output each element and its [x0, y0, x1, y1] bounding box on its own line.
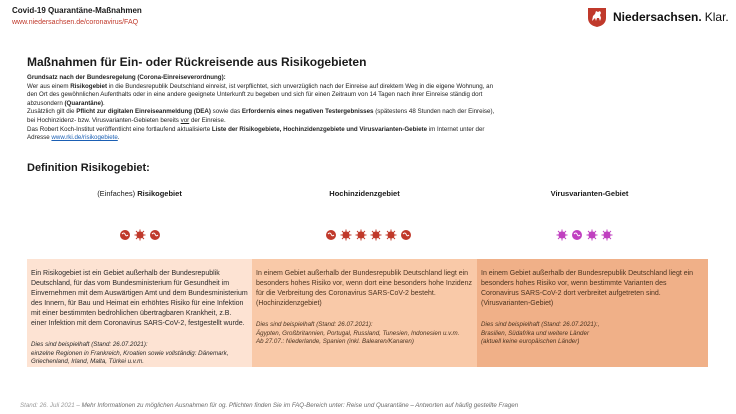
footer-date: Stand: 26. Juli 2021 – [20, 402, 80, 409]
virus-icon [370, 229, 382, 241]
box-example-text: Ägypten, Großbritannien, Portugal, Russland, Tunesien, Indonesien u.v.m. [256, 329, 460, 337]
intro-paragraph-3: Das Robert Koch-Institut veröffentlicht eine fortlaufend aktualisierte Liste der Risikogebiete, Hochinzidenzgebiete und Virusvarianten-Gebiete im Internet unter der Adresse www.rki.de/risikogebiete. [27, 125, 485, 142]
footer-note [20, 402, 518, 409]
box-example-heading: Dies sind beispielhaft (Stand: 26.07.2021): [31, 341, 148, 348]
box-example-text: Brasilien, Südafrika und weitere Länder [481, 329, 590, 337]
header-url-link[interactable]: www.niedersachsen.de/coronavirus/FAQ [12, 19, 139, 26]
logo-text: Niedersachsen. [613, 10, 702, 24]
intro-text [27, 74, 497, 143]
column-head-risikogebiet: (Einfaches) Risikogebiet [97, 189, 182, 198]
icon-row-virusvarianten [556, 229, 613, 241]
virus-icon [355, 229, 367, 241]
box-example-heading: Dies sind beispielhaft (Stand: 26.07.2021):, [481, 321, 600, 328]
variant-virus-icon [601, 229, 613, 241]
intro-heading: Grundsatz nach der Bundesregelung (Corona-Einreiseverordnung): [27, 74, 226, 81]
rki-link[interactable]: www.rki.de/risikogebiete [51, 134, 118, 142]
virus-icon [340, 229, 352, 241]
logo-suffix: Klar. [704, 10, 729, 24]
definition-box-hochinzidenzgebiet [252, 259, 477, 367]
box-example-heading: Dies sind beispielhaft (Stand: 26.07.2021): [256, 321, 373, 328]
intro-paragraph-1: Wer aus einem Risikogebiet in die Bundesrepublik Deutschland einreist, ist verpflichtet, sich unverzüglich nach der Einreise auf direktem Weg in die eigene Wohnung, an den Ort des gewöhnlichen Aufenthalts oder in eine andere geeignete Unterkunft zu begeben und sich für einen Zeitraum von 14 Tagen nach ihrer Einreise ständig dort abzusondern (Quarantäne). [27, 82, 494, 107]
column-head-virusvarianten: Virusvarianten-Gebiet [550, 189, 629, 198]
virus-icon [385, 229, 397, 241]
box-example-extra: (aktuell keine europäischen Länder) [481, 338, 580, 346]
globe-icon [149, 229, 161, 241]
definition-box-virusvarianten [477, 259, 708, 367]
icon-row-risikogebiet [119, 229, 161, 241]
page-title: Maßnahmen für Ein- oder Rückreisende aus Risikogebieten [27, 55, 367, 69]
variant-virus-icon [556, 229, 568, 241]
box-description: In einem Gebiet außerhalb der Bundesrepublik Deutschland liegt ein besonders hohes Risiko vor, wenn dort eine besonders hohe Inzidenz für die Verbreitung des Coronavirus SARS-CoV-2 besteht. (Hochinzidenzgebiet) [256, 270, 472, 307]
column-head-hochinzidenzgebiet: Hochinzidenzgebiet [329, 189, 400, 198]
globe-icon [400, 229, 412, 241]
header-title: Covid-19 Quarantäne-Maßnahmen [12, 6, 142, 15]
globe-icon [325, 229, 337, 241]
definition-title: Definition Risikogebiet: [27, 162, 150, 174]
horse-crest-icon [586, 6, 608, 28]
virus-icon [134, 229, 146, 241]
box-description: In einem Gebiet außerhalb der Bundesrepublik Deutschland liegt ein besonders hohes Risiko vor, wenn bestimmte Varianten des Coronavirus SARS-CoV-2 dort verbreitet aufgetreten sind. (Virusvarianten-Gebiet) [481, 270, 694, 307]
definition-box-risikogebiet [27, 259, 252, 367]
niedersachsen-logo [586, 6, 729, 28]
icon-row-hochinzidenz [325, 229, 412, 241]
intro-paragraph-2: Zusätzlich gilt die Pflicht zur digitalen Einreiseanmeldung (DEA) sowie das Erfordernis eines negativen Testergebnisses (spätestens 48 Stunden nach der Einreise), bei Hochinzidenz- bzw. Virusvarianten-Gebieten bereits vor der Einreise. [27, 108, 495, 124]
variant-virus-icon [586, 229, 598, 241]
box-description: Ein Risikogebiet ist ein Gebiet außerhalb der Bundesrepublik Deutschland, für das vom Bundesministerium für Gesundheit im Einvernehmen mit dem Auswärtigen Amt und dem Bundesministerium des Innern, für Bau und Heimat ein erhöhtes Risiko für eine Infektion mit einer bestimmten bedrohlichen übertragbaren Krankheit, z.B. einer Infektion mit dem Coronavirus SARS-CoV-2, festgestellt wurde. [31, 270, 248, 327]
box-example-text: einzelne Regionen in Frankreich, Kroatien sowie vollständig: Dänemark, Griechenland, Irland, Malta, Türkei u.v.m. [31, 349, 229, 366]
globe-icon [119, 229, 131, 241]
box-example-extra: Ab 27.07.: Niederlande, Spanien (inkl. Balearen/Kanaren) [256, 338, 414, 346]
footer-text: Mehr Informationen zu möglichen Ausnahmen für og. Pflichten finden Sie im FAQ-Bereich unter: Reise und Quarantäne – Antworten auf häufig gestellte Fragen [79, 402, 519, 409]
globe-icon [571, 229, 583, 241]
